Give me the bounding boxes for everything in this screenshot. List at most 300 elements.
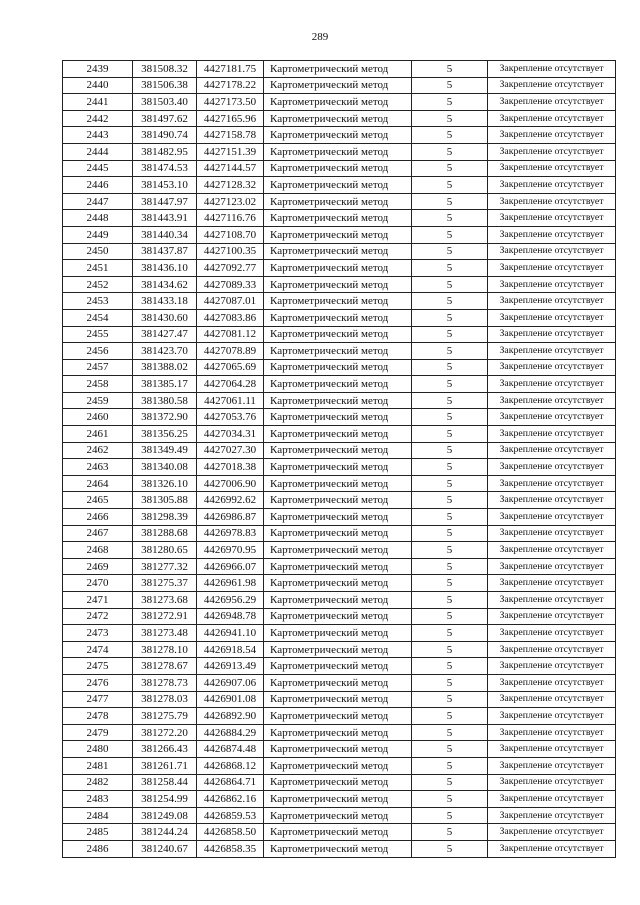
method-cell: Картометрический метод <box>264 260 412 277</box>
x-coordinate-cell: 381254.99 <box>133 791 197 808</box>
accuracy-cell: 5 <box>412 509 488 526</box>
method-cell: Картометрический метод <box>264 724 412 741</box>
accuracy-cell: 5 <box>412 426 488 443</box>
table-row <box>63 459 616 476</box>
table-row <box>63 61 616 78</box>
accuracy-cell: 5 <box>412 343 488 360</box>
accuracy-cell: 5 <box>412 110 488 127</box>
point-number-cell: 2464 <box>63 475 133 492</box>
fixation-cell: Закрепление отсутствует <box>488 824 616 841</box>
x-coordinate-cell: 381340.08 <box>133 459 197 476</box>
y-coordinate-cell: 4427018.38 <box>197 459 264 476</box>
fixation-cell: Закрепление отсутствует <box>488 376 616 393</box>
accuracy-cell: 5 <box>412 757 488 774</box>
y-coordinate-cell: 4427064.28 <box>197 376 264 393</box>
method-cell: Картометрический метод <box>264 608 412 625</box>
fixation-cell: Закрепление отсутствует <box>488 774 616 791</box>
fixation-cell: Закрепление отсутствует <box>488 741 616 758</box>
x-coordinate-cell: 381380.58 <box>133 392 197 409</box>
table-row <box>63 94 616 111</box>
point-number-cell: 2472 <box>63 608 133 625</box>
table-row <box>63 77 616 94</box>
table-row <box>63 193 616 210</box>
fixation-cell: Закрепление отсутствует <box>488 641 616 658</box>
accuracy-cell: 5 <box>412 94 488 111</box>
method-cell: Картометрический метод <box>264 177 412 194</box>
table-body <box>63 61 616 858</box>
table-row <box>63 757 616 774</box>
accuracy-cell: 5 <box>412 807 488 824</box>
method-cell: Картометрический метод <box>264 741 412 758</box>
x-coordinate-cell: 381273.68 <box>133 592 197 609</box>
x-coordinate-cell: 381490.74 <box>133 127 197 144</box>
method-cell: Картометрический метод <box>264 326 412 343</box>
fixation-cell: Закрепление отсутствует <box>488 575 616 592</box>
y-coordinate-cell: 4426868.12 <box>197 757 264 774</box>
table-row <box>63 426 616 443</box>
method-cell: Картометрический метод <box>264 791 412 808</box>
table-row <box>63 592 616 609</box>
x-coordinate-cell: 381258.44 <box>133 774 197 791</box>
table-row <box>63 243 616 260</box>
x-coordinate-cell: 381385.17 <box>133 376 197 393</box>
x-coordinate-cell: 381497.62 <box>133 110 197 127</box>
accuracy-cell: 5 <box>412 392 488 409</box>
x-coordinate-cell: 381508.32 <box>133 61 197 78</box>
point-number-cell: 2449 <box>63 226 133 243</box>
y-coordinate-cell: 4427173.50 <box>197 94 264 111</box>
table-row <box>63 160 616 177</box>
fixation-cell: Закрепление отсутствует <box>488 592 616 609</box>
y-coordinate-cell: 4426874.48 <box>197 741 264 758</box>
fixation-cell: Закрепление отсутствует <box>488 326 616 343</box>
point-number-cell: 2483 <box>63 791 133 808</box>
table-row <box>63 741 616 758</box>
method-cell: Картометрический метод <box>264 160 412 177</box>
y-coordinate-cell: 4427027.30 <box>197 442 264 459</box>
x-coordinate-cell: 381443.91 <box>133 210 197 227</box>
point-number-cell: 2478 <box>63 708 133 725</box>
fixation-cell: Закрепление отсутствует <box>488 525 616 542</box>
method-cell: Картометрический метод <box>264 61 412 78</box>
table-row <box>63 143 616 160</box>
point-number-cell: 2442 <box>63 110 133 127</box>
table-row <box>63 840 616 857</box>
method-cell: Картометрический метод <box>264 243 412 260</box>
table-row <box>63 509 616 526</box>
method-cell: Картометрический метод <box>264 309 412 326</box>
y-coordinate-cell: 4426966.07 <box>197 558 264 575</box>
accuracy-cell: 5 <box>412 592 488 609</box>
y-coordinate-cell: 4427144.57 <box>197 160 264 177</box>
x-coordinate-cell: 381436.10 <box>133 260 197 277</box>
table-row <box>63 525 616 542</box>
fixation-cell: Закрепление отсутствует <box>488 293 616 310</box>
x-coordinate-cell: 381388.02 <box>133 359 197 376</box>
accuracy-cell: 5 <box>412 608 488 625</box>
y-coordinate-cell: 4427181.75 <box>197 61 264 78</box>
table-row <box>63 674 616 691</box>
x-coordinate-cell: 381440.34 <box>133 226 197 243</box>
y-coordinate-cell: 4427061.11 <box>197 392 264 409</box>
table-row <box>63 625 616 642</box>
table-row <box>63 658 616 675</box>
accuracy-cell: 5 <box>412 376 488 393</box>
method-cell: Картометрический метод <box>264 840 412 857</box>
fixation-cell: Закрепление отсутствует <box>488 260 616 277</box>
x-coordinate-cell: 381277.32 <box>133 558 197 575</box>
accuracy-cell: 5 <box>412 61 488 78</box>
y-coordinate-cell: 4426986.87 <box>197 509 264 526</box>
accuracy-cell: 5 <box>412 525 488 542</box>
fixation-cell: Закрепление отсутствует <box>488 392 616 409</box>
point-number-cell: 2467 <box>63 525 133 542</box>
accuracy-cell: 5 <box>412 326 488 343</box>
fixation-cell: Закрепление отсутствует <box>488 160 616 177</box>
fixation-cell: Закрепление отсутствует <box>488 625 616 642</box>
x-coordinate-cell: 381506.38 <box>133 77 197 94</box>
method-cell: Картометрический метод <box>264 525 412 542</box>
method-cell: Картометрический метод <box>264 509 412 526</box>
point-number-cell: 2441 <box>63 94 133 111</box>
fixation-cell: Закрепление отсутствует <box>488 77 616 94</box>
table-row <box>63 210 616 227</box>
table-row <box>63 376 616 393</box>
point-number-cell: 2485 <box>63 824 133 841</box>
accuracy-cell: 5 <box>412 359 488 376</box>
point-number-cell: 2484 <box>63 807 133 824</box>
accuracy-cell: 5 <box>412 708 488 725</box>
method-cell: Картометрический метод <box>264 77 412 94</box>
x-coordinate-cell: 381433.18 <box>133 293 197 310</box>
accuracy-cell: 5 <box>412 127 488 144</box>
point-number-cell: 2452 <box>63 276 133 293</box>
method-cell: Картометрический метод <box>264 824 412 841</box>
y-coordinate-cell: 4427065.69 <box>197 359 264 376</box>
x-coordinate-cell: 381261.71 <box>133 757 197 774</box>
x-coordinate-cell: 381372.90 <box>133 409 197 426</box>
y-coordinate-cell: 4426864.71 <box>197 774 264 791</box>
table-row <box>63 475 616 492</box>
accuracy-cell: 5 <box>412 475 488 492</box>
point-number-cell: 2456 <box>63 343 133 360</box>
method-cell: Картометрический метод <box>264 426 412 443</box>
table-row <box>63 824 616 841</box>
method-cell: Картометрический метод <box>264 774 412 791</box>
point-number-cell: 2457 <box>63 359 133 376</box>
fixation-cell: Закрепление отсутствует <box>488 658 616 675</box>
point-number-cell: 2469 <box>63 558 133 575</box>
fixation-cell: Закрепление отсутствует <box>488 492 616 509</box>
y-coordinate-cell: 4427006.90 <box>197 475 264 492</box>
y-coordinate-cell: 4427034.31 <box>197 426 264 443</box>
table-row <box>63 641 616 658</box>
x-coordinate-cell: 381423.70 <box>133 343 197 360</box>
point-number-cell: 2476 <box>63 674 133 691</box>
accuracy-cell: 5 <box>412 160 488 177</box>
table-row <box>63 392 616 409</box>
method-cell: Картометрический метод <box>264 708 412 725</box>
point-number-cell: 2465 <box>63 492 133 509</box>
x-coordinate-cell: 381278.03 <box>133 691 197 708</box>
point-number-cell: 2447 <box>63 193 133 210</box>
point-number-cell: 2444 <box>63 143 133 160</box>
accuracy-cell: 5 <box>412 674 488 691</box>
fixation-cell: Закрепление отсутствует <box>488 409 616 426</box>
accuracy-cell: 5 <box>412 824 488 841</box>
accuracy-cell: 5 <box>412 691 488 708</box>
method-cell: Картометрический метод <box>264 94 412 111</box>
y-coordinate-cell: 4427123.02 <box>197 193 264 210</box>
table-row <box>63 724 616 741</box>
method-cell: Картометрический метод <box>264 459 412 476</box>
x-coordinate-cell: 381482.95 <box>133 143 197 160</box>
point-number-cell: 2450 <box>63 243 133 260</box>
method-cell: Картометрический метод <box>264 210 412 227</box>
fixation-cell: Закрепление отсутствует <box>488 475 616 492</box>
method-cell: Картометрический метод <box>264 757 412 774</box>
point-number-cell: 2446 <box>63 177 133 194</box>
fixation-cell: Закрепление отсутствует <box>488 226 616 243</box>
method-cell: Картометрический метод <box>264 674 412 691</box>
method-cell: Картометрический метод <box>264 475 412 492</box>
point-number-cell: 2480 <box>63 741 133 758</box>
x-coordinate-cell: 381278.67 <box>133 658 197 675</box>
method-cell: Картометрический метод <box>264 542 412 559</box>
method-cell: Картометрический метод <box>264 641 412 658</box>
fixation-cell: Закрепление отсутствует <box>488 459 616 476</box>
point-number-cell: 2481 <box>63 757 133 774</box>
table-row <box>63 608 616 625</box>
x-coordinate-cell: 381272.91 <box>133 608 197 625</box>
accuracy-cell: 5 <box>412 774 488 791</box>
point-number-cell: 2451 <box>63 260 133 277</box>
table-row <box>63 293 616 310</box>
table-row <box>63 791 616 808</box>
point-number-cell: 2486 <box>63 840 133 857</box>
x-coordinate-cell: 381447.97 <box>133 193 197 210</box>
y-coordinate-cell: 4426970.95 <box>197 542 264 559</box>
y-coordinate-cell: 4427108.70 <box>197 226 264 243</box>
point-number-cell: 2470 <box>63 575 133 592</box>
accuracy-cell: 5 <box>412 210 488 227</box>
method-cell: Картометрический метод <box>264 492 412 509</box>
table-row <box>63 442 616 459</box>
point-number-cell: 2459 <box>63 392 133 409</box>
accuracy-cell: 5 <box>412 625 488 642</box>
y-coordinate-cell: 4427151.39 <box>197 143 264 160</box>
method-cell: Картометрический метод <box>264 442 412 459</box>
y-coordinate-cell: 4426992.62 <box>197 492 264 509</box>
point-number-cell: 2439 <box>63 61 133 78</box>
fixation-cell: Закрепление отсутствует <box>488 243 616 260</box>
point-number-cell: 2461 <box>63 426 133 443</box>
method-cell: Картометрический метод <box>264 343 412 360</box>
fixation-cell: Закрепление отсутствует <box>488 193 616 210</box>
accuracy-cell: 5 <box>412 143 488 160</box>
table-row <box>63 558 616 575</box>
fixation-cell: Закрепление отсутствует <box>488 757 616 774</box>
fixation-cell: Закрепление отсутствует <box>488 708 616 725</box>
fixation-cell: Закрепление отсутствует <box>488 840 616 857</box>
x-coordinate-cell: 381453.10 <box>133 177 197 194</box>
fixation-cell: Закрепление отсутствует <box>488 276 616 293</box>
y-coordinate-cell: 4426913.49 <box>197 658 264 675</box>
table-row <box>63 177 616 194</box>
y-coordinate-cell: 4426858.50 <box>197 824 264 841</box>
table-row <box>63 110 616 127</box>
y-coordinate-cell: 4426862.16 <box>197 791 264 808</box>
y-coordinate-cell: 4426948.78 <box>197 608 264 625</box>
y-coordinate-cell: 4427158.78 <box>197 127 264 144</box>
table-row <box>63 276 616 293</box>
accuracy-cell: 5 <box>412 658 488 675</box>
table-row <box>63 260 616 277</box>
table-row <box>63 326 616 343</box>
x-coordinate-cell: 381275.79 <box>133 708 197 725</box>
method-cell: Картометрический метод <box>264 293 412 310</box>
y-coordinate-cell: 4427053.76 <box>197 409 264 426</box>
point-number-cell: 2468 <box>63 542 133 559</box>
accuracy-cell: 5 <box>412 77 488 94</box>
x-coordinate-cell: 381356.25 <box>133 426 197 443</box>
y-coordinate-cell: 4427083.86 <box>197 309 264 326</box>
table-row <box>63 575 616 592</box>
fixation-cell: Закрепление отсутствует <box>488 691 616 708</box>
y-coordinate-cell: 4426956.29 <box>197 592 264 609</box>
point-number-cell: 2482 <box>63 774 133 791</box>
method-cell: Картометрический метод <box>264 592 412 609</box>
accuracy-cell: 5 <box>412 492 488 509</box>
accuracy-cell: 5 <box>412 409 488 426</box>
accuracy-cell: 5 <box>412 641 488 658</box>
method-cell: Картометрический метод <box>264 276 412 293</box>
y-coordinate-cell: 4426961.98 <box>197 575 264 592</box>
fixation-cell: Закрепление отсутствует <box>488 442 616 459</box>
point-number-cell: 2466 <box>63 509 133 526</box>
accuracy-cell: 5 <box>412 442 488 459</box>
fixation-cell: Закрепление отсутствует <box>488 177 616 194</box>
y-coordinate-cell: 4427100.35 <box>197 243 264 260</box>
fixation-cell: Закрепление отсутствует <box>488 210 616 227</box>
x-coordinate-cell: 381273.48 <box>133 625 197 642</box>
x-coordinate-cell: 381288.68 <box>133 525 197 542</box>
point-number-cell: 2445 <box>63 160 133 177</box>
x-coordinate-cell: 381437.87 <box>133 243 197 260</box>
table-row <box>63 492 616 509</box>
y-coordinate-cell: 4427116.76 <box>197 210 264 227</box>
x-coordinate-cell: 381305.88 <box>133 492 197 509</box>
x-coordinate-cell: 381326.10 <box>133 475 197 492</box>
x-coordinate-cell: 381240.67 <box>133 840 197 857</box>
method-cell: Картометрический метод <box>264 691 412 708</box>
point-number-cell: 2462 <box>63 442 133 459</box>
y-coordinate-cell: 4427089.33 <box>197 276 264 293</box>
fixation-cell: Закрепление отсутствует <box>488 94 616 111</box>
fixation-cell: Закрепление отсутствует <box>488 509 616 526</box>
fixation-cell: Закрепление отсутствует <box>488 807 616 824</box>
point-number-cell: 2474 <box>63 641 133 658</box>
table-row <box>63 807 616 824</box>
accuracy-cell: 5 <box>412 741 488 758</box>
x-coordinate-cell: 381278.10 <box>133 641 197 658</box>
y-coordinate-cell: 4426978.83 <box>197 525 264 542</box>
x-coordinate-cell: 381430.60 <box>133 309 197 326</box>
point-number-cell: 2473 <box>63 625 133 642</box>
method-cell: Картометрический метод <box>264 226 412 243</box>
fixation-cell: Закрепление отсутствует <box>488 791 616 808</box>
y-coordinate-cell: 4427087.01 <box>197 293 264 310</box>
method-cell: Картометрический метод <box>264 193 412 210</box>
x-coordinate-cell: 381266.43 <box>133 741 197 758</box>
point-number-cell: 2477 <box>63 691 133 708</box>
method-cell: Картометрический метод <box>264 807 412 824</box>
table-row <box>63 359 616 376</box>
x-coordinate-cell: 381249.08 <box>133 807 197 824</box>
table-row <box>63 409 616 426</box>
point-number-cell: 2460 <box>63 409 133 426</box>
fixation-cell: Закрепление отсутствует <box>488 542 616 559</box>
x-coordinate-cell: 381474.53 <box>133 160 197 177</box>
accuracy-cell: 5 <box>412 193 488 210</box>
method-cell: Картометрический метод <box>264 558 412 575</box>
table-row <box>63 691 616 708</box>
point-number-cell: 2448 <box>63 210 133 227</box>
point-number-cell: 2463 <box>63 459 133 476</box>
y-coordinate-cell: 4426907.06 <box>197 674 264 691</box>
x-coordinate-cell: 381280.65 <box>133 542 197 559</box>
accuracy-cell: 5 <box>412 724 488 741</box>
x-coordinate-cell: 381503.40 <box>133 94 197 111</box>
method-cell: Картометрический метод <box>264 575 412 592</box>
accuracy-cell: 5 <box>412 226 488 243</box>
y-coordinate-cell: 4426941.10 <box>197 625 264 642</box>
fixation-cell: Закрепление отсутствует <box>488 674 616 691</box>
fixation-cell: Закрепление отсутствует <box>488 343 616 360</box>
table-row <box>63 774 616 791</box>
method-cell: Картометрический метод <box>264 127 412 144</box>
y-coordinate-cell: 4426884.29 <box>197 724 264 741</box>
x-coordinate-cell: 381244.24 <box>133 824 197 841</box>
accuracy-cell: 5 <box>412 558 488 575</box>
fixation-cell: Закрепление отсутствует <box>488 143 616 160</box>
page-number: 289 <box>311 31 329 43</box>
table-row <box>63 127 616 144</box>
method-cell: Картометрический метод <box>264 409 412 426</box>
y-coordinate-cell: 4426918.54 <box>197 641 264 658</box>
accuracy-cell: 5 <box>412 840 488 857</box>
x-coordinate-cell: 381427.47 <box>133 326 197 343</box>
accuracy-cell: 5 <box>412 260 488 277</box>
accuracy-cell: 5 <box>412 177 488 194</box>
method-cell: Картометрический метод <box>264 143 412 160</box>
accuracy-cell: 5 <box>412 276 488 293</box>
y-coordinate-cell: 4427092.77 <box>197 260 264 277</box>
point-number-cell: 2455 <box>63 326 133 343</box>
fixation-cell: Закрепление отсутствует <box>488 110 616 127</box>
x-coordinate-cell: 381434.62 <box>133 276 197 293</box>
fixation-cell: Закрепление отсутствует <box>488 309 616 326</box>
point-number-cell: 2454 <box>63 309 133 326</box>
y-coordinate-cell: 4427128.32 <box>197 177 264 194</box>
fixation-cell: Закрепление отсутствует <box>488 127 616 144</box>
method-cell: Картометрический метод <box>264 376 412 393</box>
table-row <box>63 542 616 559</box>
fixation-cell: Закрепление отсутствует <box>488 359 616 376</box>
method-cell: Картометрический метод <box>264 625 412 642</box>
x-coordinate-cell: 381272.20 <box>133 724 197 741</box>
method-cell: Картометрический метод <box>264 110 412 127</box>
